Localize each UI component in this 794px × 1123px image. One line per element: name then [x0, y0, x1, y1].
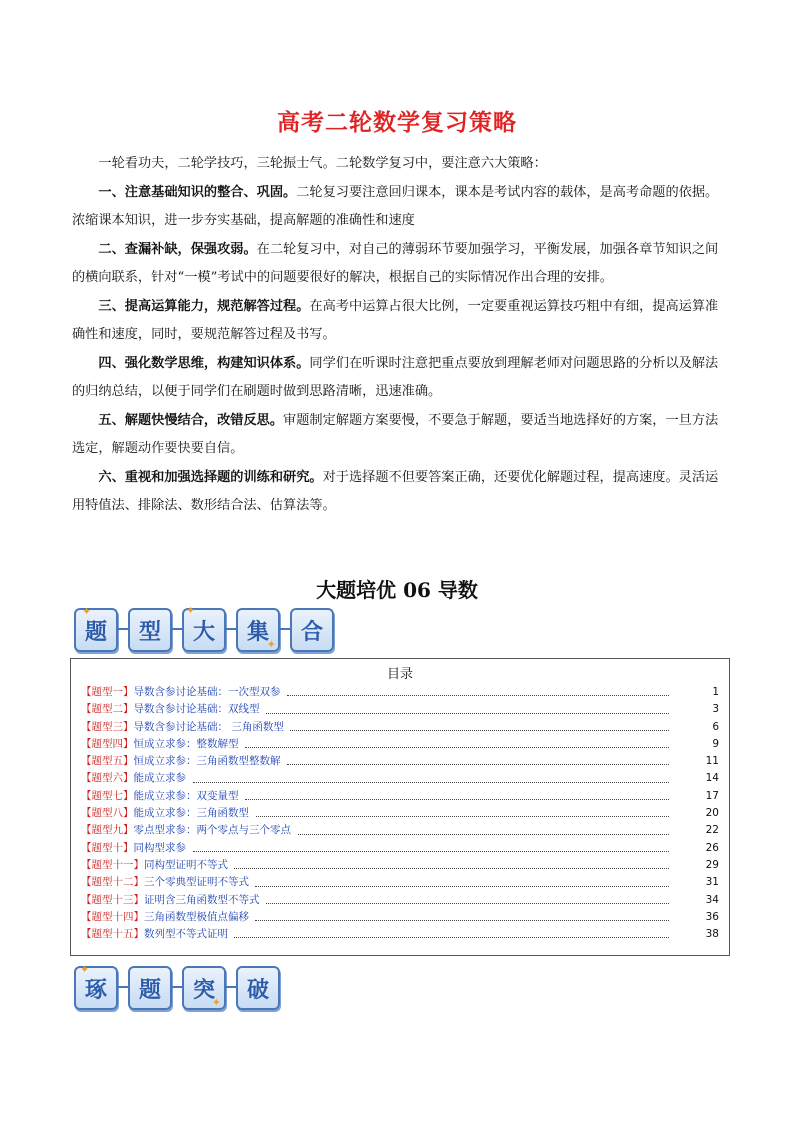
toc-label: 【题型十四】: [81, 910, 144, 923]
toc-page-number: 9: [712, 737, 719, 750]
strategy-4: [72, 350, 727, 407]
strategy-section: [72, 150, 727, 521]
strategy-6: [72, 464, 727, 521]
strategy-text: 在高考中运算占很大比例，一定要重视运算技巧粗中有细，提高运算准确性和速度，同时，要规范解答过程及书写。: [72, 298, 719, 342]
toc-page-number: 20: [705, 807, 719, 820]
strategy-text: 二轮复习要注意回归课本，课本是考试内容的载体，是高考命题的依据。浓缩课本知识，进一步夯实基础，提高解题的准确性和速度: [72, 184, 719, 228]
toc-label: 【题型四】: [81, 737, 134, 750]
toc-leader: [234, 937, 669, 938]
toc-leader: [234, 868, 669, 869]
strategy-text: 同学们在听课时注意把重点要放到理解老师对问题思路的分析以及解法的归纳总结，以便于同学们在刷题时做到思路清晰，迅速准确。: [72, 355, 719, 399]
tile: [236, 608, 280, 652]
tile-char: 琢: [84, 977, 107, 1003]
toc-title: 目录: [386, 667, 413, 682]
strategy-text: 审题制定解题方案要慢，不要急于解题，要适当地选择好的方案，一旦方法选定，解题动作要快要自信。: [72, 412, 719, 456]
toc-page-number: 38: [705, 928, 719, 941]
toc-text: 导数含参讨论基础：双线型: [133, 703, 260, 716]
toc-row[interactable]: [81, 840, 729, 857]
sparkle-icon: ✦: [80, 963, 90, 976]
toc-leader: [193, 782, 669, 783]
toc-page-number: 17: [705, 789, 719, 802]
tile: [290, 608, 334, 652]
toc-page-number: 26: [705, 841, 719, 854]
toc-label: 【题型七】: [81, 789, 134, 802]
toc-leader: [298, 834, 669, 835]
toc-row[interactable]: [81, 805, 729, 822]
toc-row[interactable]: [81, 909, 729, 926]
toc-text: 同构型证明不等式: [144, 858, 228, 871]
toc-text: 能成立求参: [133, 772, 186, 785]
toc-row[interactable]: [81, 892, 729, 909]
toc-leader: [193, 851, 669, 852]
toc-page-number: 3: [712, 703, 719, 716]
toc-leader: [245, 747, 669, 748]
tile: [74, 605, 118, 652]
toc-leader: [256, 816, 669, 817]
toc-label: 【题型十五】: [81, 928, 144, 941]
toc-page-number: 36: [705, 910, 719, 923]
toc-list: [71, 684, 729, 943]
toc-text: 零点型求参：两个零点与三个零点: [133, 824, 291, 837]
toc-page-number: 34: [705, 893, 719, 906]
strategy-5: [72, 407, 727, 464]
strategy-text: 对于选择题不但要答案正确，还要优化解题过程，提高速度。灵活运用特值法、排除法、数形结合法、估算法等。: [72, 469, 719, 513]
tile-char: 突: [192, 977, 215, 1003]
toc-leader: [255, 886, 669, 887]
sparkle-icon: ✦: [186, 604, 196, 617]
toc-leader: [287, 764, 669, 765]
toc-label: 【题型五】: [81, 755, 134, 768]
sparkle-icon: ✦: [266, 638, 276, 651]
tile: [182, 966, 226, 1010]
strategy-3: [72, 293, 727, 350]
strategy-2: [72, 236, 727, 293]
toc-leader: [255, 920, 669, 921]
tile-char: 破: [246, 977, 269, 1003]
toc-text: 能成立求参：双变量型: [133, 789, 239, 802]
toc-text: 数列型不等式证明: [144, 928, 228, 941]
tile-banner-topics: [74, 604, 334, 652]
tile-banner-practice: [74, 963, 280, 1010]
toc-label: 【题型二】: [81, 703, 134, 716]
toc-label: 【题型九】: [81, 824, 134, 837]
strategy-head: 六、重视和加强选择题的训练和研究。: [98, 469, 323, 485]
intro-text: 一轮看功夫，二轮学技巧，三轮振士气。二轮数学复习中，要注意六大策略：: [98, 156, 547, 171]
toc-leader: [287, 695, 669, 696]
toc-text: 能成立求参：三角函数型: [133, 807, 249, 820]
strategy-head: 四、强化数学思维，构建知识体系。: [98, 355, 310, 371]
strategy-1: [72, 179, 727, 236]
toc-label: 【题型三】: [81, 720, 134, 733]
toc-text: 三角函数型极值点偏移: [144, 910, 249, 923]
toc-row[interactable]: [81, 684, 729, 701]
toc-label: 【题型十三】: [81, 893, 144, 906]
page-title: 高考二轮数学复习策略: [277, 110, 517, 136]
tile: [128, 966, 172, 1010]
toc-page-number: 22: [705, 824, 719, 837]
toc-row[interactable]: [81, 857, 729, 874]
toc-row[interactable]: [81, 753, 729, 770]
tile-char: 合: [300, 619, 323, 645]
strategy-head: 二、查漏补缺，保强攻弱。: [98, 241, 257, 257]
tile: [74, 963, 118, 1010]
toc-row[interactable]: [81, 926, 729, 943]
tile-char: 集: [246, 619, 269, 645]
toc-row[interactable]: [81, 822, 729, 839]
toc-text: 恒成立求参：整数解型: [133, 737, 239, 750]
tile: [236, 966, 280, 1010]
toc-row[interactable]: [81, 701, 729, 718]
toc-label: 【题型一】: [81, 686, 134, 698]
toc-leader: [245, 799, 669, 800]
toc-label: 【题型十二】: [81, 876, 144, 889]
toc-label: 【题型八】: [81, 807, 134, 820]
toc-page-number: 14: [705, 772, 719, 785]
toc-label: 【题型十】: [81, 841, 134, 854]
toc-text: 同构型求参: [133, 841, 186, 854]
tile-char: 题: [84, 619, 107, 645]
toc-leader: [266, 713, 669, 714]
toc-row[interactable]: [81, 770, 729, 787]
toc-leader: [266, 903, 669, 904]
toc-row[interactable]: [81, 736, 729, 753]
tile-char: 型: [138, 619, 161, 645]
toc-page-number: 1: [712, 686, 719, 698]
toc-label: 【题型十一】: [81, 858, 144, 871]
toc-leader: [290, 730, 669, 731]
toc-label: 【题型六】: [81, 772, 134, 785]
toc-text: 三个零典型证明不等式: [144, 876, 249, 889]
toc-page-number: 31: [705, 876, 719, 889]
toc-row[interactable]: [81, 788, 729, 805]
sparkle-icon: ✦: [211, 996, 221, 1009]
table-of-contents: [70, 658, 730, 956]
toc-page-number: 11: [705, 755, 719, 768]
tile-char: 题: [138, 977, 161, 1003]
toc-text: 导数含参讨论基础： 三角函数型: [133, 720, 284, 733]
toc-text: 证明含三角函数型不等式: [144, 893, 260, 906]
strategy-head: 三、提高运算能力，规范解答过程。: [98, 298, 310, 314]
sparkle-icon: ✦: [82, 605, 92, 618]
toc-page-number: 29: [705, 858, 719, 871]
section-subtitle: 大题培优 06 导数: [316, 578, 478, 602]
toc-row[interactable]: [81, 719, 729, 736]
strategy-head: 五、解题快慢结合，改错反思。: [98, 412, 284, 428]
toc-text: 恒成立求参：三角函数型整数解: [133, 755, 281, 768]
strategy-head: 一、注意基础知识的整合、巩固。: [98, 184, 297, 200]
toc-page-number: 6: [712, 720, 719, 733]
tile-char: 大: [192, 619, 215, 645]
toc-row[interactable]: [81, 874, 729, 891]
toc-text: 导数含参讨论基础：一次型双参: [133, 686, 281, 698]
strategy-text: 在二轮复习中，对自己的薄弱环节要加强学习，平衡发展，加强各章节知识之间的横向联系，针对“一模”考试中的问题要很好的解决，根据自己的实际情况作出合理的安排。: [72, 241, 719, 285]
tile: [128, 608, 172, 652]
tile: [182, 604, 226, 652]
